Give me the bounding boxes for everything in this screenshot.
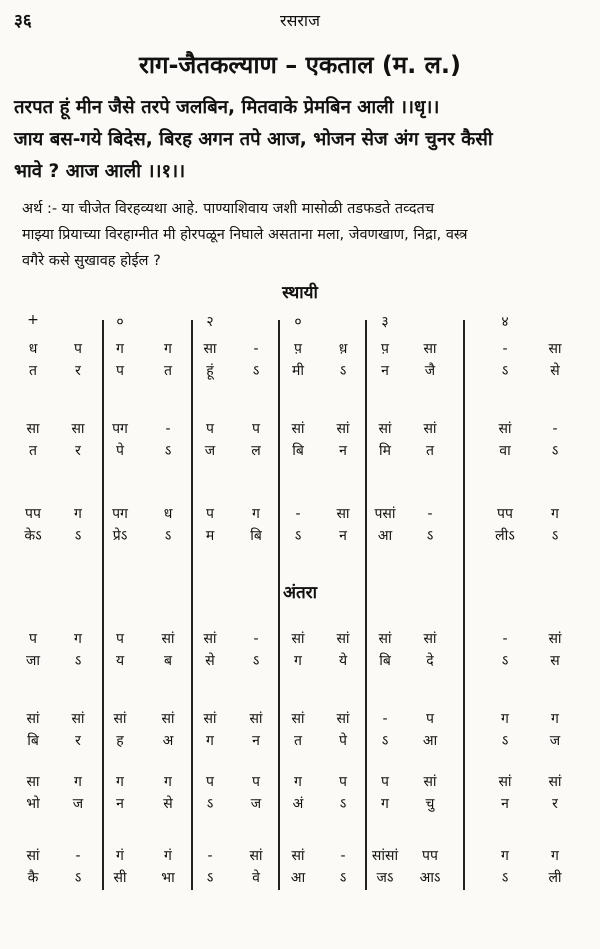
meaning-line: वगैरे कसे सुखावह होईल ? bbox=[22, 253, 161, 269]
bol-syllable: भो bbox=[26, 796, 40, 812]
meaning-paragraph bbox=[22, 196, 588, 274]
bol-syllable: आऽ bbox=[419, 870, 441, 886]
page-header bbox=[0, 8, 600, 32]
tala-mark: २ bbox=[206, 314, 214, 330]
swar-note: पप bbox=[422, 848, 438, 864]
bol-syllable: से bbox=[163, 796, 173, 812]
swar-note: गं bbox=[164, 848, 172, 864]
bol-syllable: चु bbox=[425, 796, 435, 812]
swar-note: - bbox=[253, 341, 259, 357]
swar-note: - bbox=[502, 631, 508, 647]
swar-note: सां bbox=[548, 631, 562, 647]
swar-note: सा bbox=[71, 421, 85, 437]
swar-note: पग bbox=[112, 506, 128, 522]
bol-syllable: न bbox=[116, 796, 124, 812]
swar-note: सा bbox=[548, 341, 562, 357]
swar-note: - bbox=[382, 711, 388, 727]
bol-syllable: आ bbox=[377, 528, 393, 544]
bol-syllable: ग bbox=[294, 653, 302, 669]
swar-note: ग bbox=[74, 774, 82, 790]
meaning-line: अर्थ :- या चीजेत विरहव्यथा आहे. पाण्याशिवाय जशी मासोळी तडफडते तव्दतच bbox=[22, 201, 435, 217]
lyric-line: भावे ? आज आली ।।१।। bbox=[14, 161, 186, 182]
bol-syllable: से bbox=[205, 653, 215, 669]
bol-syllable: भा bbox=[161, 870, 175, 886]
bol-syllable: ल bbox=[251, 443, 261, 459]
bol-syllable: वे bbox=[252, 870, 260, 886]
sthayi-heading: स्थायी bbox=[282, 283, 318, 303]
swar-note: गं bbox=[116, 848, 124, 864]
swar-note: सां bbox=[336, 711, 350, 727]
bol-syllable: आ bbox=[290, 870, 306, 886]
bol-syllable: सी bbox=[113, 870, 127, 886]
bol-syllable: ऽ bbox=[339, 870, 347, 886]
bol-syllable: ऽ bbox=[74, 653, 82, 669]
bol-syllable: कै bbox=[27, 870, 39, 886]
swar-note: सां bbox=[113, 711, 127, 727]
bol-syllable: ऽ bbox=[339, 796, 347, 812]
bol-syllable: म bbox=[205, 528, 215, 544]
swar-note: सां bbox=[378, 421, 392, 437]
bol-syllable: से bbox=[550, 363, 560, 379]
bol-syllable: बि bbox=[292, 443, 304, 459]
swar-note: सां bbox=[249, 711, 263, 727]
swar-note: - bbox=[165, 421, 171, 437]
swar-note: सां bbox=[336, 421, 350, 437]
swar-note: सां bbox=[336, 631, 350, 647]
bol-syllable: य bbox=[115, 653, 125, 669]
swar-note: ग bbox=[116, 774, 124, 790]
swar-note: ग bbox=[294, 774, 302, 790]
swar-note: सा bbox=[336, 506, 350, 522]
swar-note: सां bbox=[291, 711, 305, 727]
bol-syllable: दे bbox=[426, 653, 434, 669]
swar-note: प bbox=[426, 711, 434, 727]
swar-note: - bbox=[75, 848, 81, 864]
bol-syllable: ऽ bbox=[74, 870, 82, 886]
bol-syllable: वा bbox=[499, 443, 511, 459]
bol-syllable: न bbox=[339, 528, 347, 544]
bol-syllable: ज bbox=[549, 733, 561, 749]
bol-syllable: ऽ bbox=[164, 528, 172, 544]
bol-syllable: ह bbox=[116, 733, 124, 749]
swar-note: - bbox=[552, 421, 558, 437]
swar-note: ग bbox=[164, 774, 172, 790]
bol-syllable: ये bbox=[338, 653, 348, 669]
meaning-line: माझ्या प्रियाच्या विरहाग्नीत मी होरपळून निघाले असताना मला, जेवणखाण, निद्रा, वस्त्र bbox=[22, 227, 468, 243]
swar-note: ग bbox=[74, 506, 82, 522]
bol-syllable: ग bbox=[206, 733, 214, 749]
swar-note: प bbox=[206, 506, 214, 522]
swar-note: प bbox=[252, 774, 260, 790]
bol-syllable: र bbox=[75, 363, 81, 379]
swar-note: प़ bbox=[294, 341, 302, 357]
swar-note: सां bbox=[378, 631, 392, 647]
bol-syllable: न bbox=[252, 733, 260, 749]
swar-note: ग bbox=[551, 711, 559, 727]
bol-syllable: त bbox=[29, 443, 37, 459]
swar-note: सां bbox=[26, 711, 40, 727]
bol-syllable: ग bbox=[381, 796, 389, 812]
swar-note: ग bbox=[551, 848, 559, 864]
song-lyrics bbox=[14, 92, 586, 188]
swar-note: ग bbox=[74, 631, 82, 647]
swar-note: सां bbox=[71, 711, 85, 727]
bol-syllable: पे bbox=[339, 733, 347, 749]
bol-syllable: ऽ bbox=[252, 363, 260, 379]
swar-note: - bbox=[207, 848, 213, 864]
bol-syllable: ली bbox=[548, 870, 562, 886]
tala-mark: ४ bbox=[501, 314, 509, 330]
lyric-line: जाय बस-गये बिदेस, बिरह अगन तपे आज, भोजन सेज अंग चुनर कैसी bbox=[14, 129, 493, 150]
swar-note: प bbox=[339, 774, 347, 790]
swar-note: प bbox=[206, 774, 214, 790]
swar-note: सा bbox=[26, 421, 40, 437]
swar-note: प़ bbox=[381, 341, 389, 357]
swar-note: पप bbox=[25, 506, 41, 522]
swar-note: सां bbox=[291, 421, 305, 437]
swar-note: ग bbox=[551, 506, 559, 522]
bol-syllable: ऽ bbox=[426, 528, 434, 544]
bol-syllable: र bbox=[552, 796, 558, 812]
bol-syllable: जऽ bbox=[376, 870, 394, 886]
swar-note: ग bbox=[501, 848, 509, 864]
lyric-line: तरपत हूं मीन जैसे तरपे जलबिन, मितवाके प्रेमबिन आली ।।धृ।। bbox=[14, 97, 440, 118]
swar-note: सा bbox=[26, 774, 40, 790]
swar-note: सां bbox=[26, 848, 40, 864]
bol-syllable: ऽ bbox=[206, 796, 214, 812]
swar-note: सां bbox=[203, 631, 217, 647]
swar-note: - bbox=[502, 341, 508, 357]
swar-note: सां bbox=[423, 774, 437, 790]
bol-syllable: ब bbox=[164, 653, 172, 669]
vibhag-divider bbox=[463, 320, 465, 890]
bol-syllable: त bbox=[29, 363, 37, 379]
swar-note: ध bbox=[163, 506, 173, 522]
swar-note: प bbox=[74, 341, 82, 357]
bol-syllable: अ bbox=[162, 733, 174, 749]
bol-syllable: त bbox=[164, 363, 172, 379]
bol-syllable: जै bbox=[424, 363, 436, 379]
swar-note: सां bbox=[548, 774, 562, 790]
swar-note: पसां bbox=[374, 506, 396, 522]
swar-note: सां bbox=[291, 631, 305, 647]
running-title: रसराज bbox=[280, 11, 320, 30]
swar-note: सां bbox=[423, 631, 437, 647]
bol-syllable: लीऽ bbox=[495, 528, 515, 544]
swar-note: प bbox=[206, 421, 214, 437]
bol-syllable: ऽ bbox=[74, 528, 82, 544]
swar-note: ग bbox=[116, 341, 124, 357]
tala-mark: + bbox=[27, 312, 39, 328]
swar-note: सां bbox=[249, 848, 263, 864]
tala-mark: ० bbox=[116, 314, 124, 330]
swar-note: ग bbox=[252, 506, 260, 522]
swar-note: प bbox=[252, 421, 260, 437]
swar-note: सां bbox=[423, 421, 437, 437]
bol-syllable: ऽ bbox=[501, 653, 509, 669]
bol-syllable: ऽ bbox=[252, 653, 260, 669]
swar-note: - bbox=[340, 848, 346, 864]
swar-note: सांसां bbox=[371, 848, 399, 864]
swar-note: ग bbox=[164, 341, 172, 357]
swar-note: सां bbox=[161, 711, 175, 727]
page-number: ३६ bbox=[14, 11, 32, 31]
bol-syllable: स bbox=[550, 653, 560, 669]
bol-syllable: हूं bbox=[206, 363, 214, 379]
tala-mark: ० bbox=[294, 314, 302, 330]
bol-syllable: ऽ bbox=[381, 733, 389, 749]
bol-syllable: ऽ bbox=[551, 443, 559, 459]
bol-syllable: अं bbox=[292, 796, 304, 812]
swar-note: सां bbox=[498, 421, 512, 437]
bol-syllable: र bbox=[75, 733, 81, 749]
bol-syllable: बि bbox=[379, 653, 391, 669]
bol-syllable: ऽ bbox=[501, 363, 509, 379]
swar-note: सां bbox=[203, 711, 217, 727]
bol-syllable: प्रेऽ bbox=[112, 528, 128, 544]
swar-note: सां bbox=[498, 774, 512, 790]
bol-syllable: न bbox=[339, 443, 347, 459]
swar-note: पग bbox=[112, 421, 128, 437]
swar-note: सां bbox=[291, 848, 305, 864]
swar-note: प bbox=[29, 631, 37, 647]
swar-note: प bbox=[381, 774, 389, 790]
swar-note: पप bbox=[497, 506, 513, 522]
bol-syllable: ज bbox=[72, 796, 84, 812]
bol-syllable: ऽ bbox=[501, 733, 509, 749]
bol-syllable: मी bbox=[292, 363, 304, 379]
bol-syllable: प bbox=[116, 363, 124, 379]
bol-syllable: मि bbox=[379, 443, 391, 459]
bol-syllable: आ bbox=[422, 733, 438, 749]
bol-syllable: ज bbox=[250, 796, 262, 812]
swar-note: - bbox=[427, 506, 433, 522]
swar-note: सा bbox=[203, 341, 217, 357]
swar-note: सां bbox=[161, 631, 175, 647]
bol-syllable: ऽ bbox=[339, 363, 347, 379]
bol-syllable: त bbox=[294, 733, 302, 749]
bol-syllable: ऽ bbox=[551, 528, 559, 544]
bol-syllable: र bbox=[75, 443, 81, 459]
swar-note: ग bbox=[501, 711, 509, 727]
bol-syllable: ज bbox=[204, 443, 216, 459]
bol-syllable: ऽ bbox=[206, 870, 214, 886]
raga-title: राग-जैतकल्याण – एकताल (म. ल.) bbox=[139, 51, 461, 79]
bol-syllable: ऽ bbox=[294, 528, 302, 544]
bol-syllable: ऽ bbox=[501, 870, 509, 886]
bol-syllable: न bbox=[381, 363, 389, 379]
swar-note: - bbox=[295, 506, 301, 522]
bol-syllable: बि bbox=[27, 733, 39, 749]
swar-note: सा bbox=[423, 341, 437, 357]
bol-syllable: न bbox=[501, 796, 509, 812]
swar-note: - bbox=[253, 631, 259, 647]
bol-syllable: त bbox=[426, 443, 434, 459]
swar-note: ध़ bbox=[338, 341, 348, 357]
bol-syllable: जा bbox=[25, 653, 40, 669]
antara-heading: अंतरा bbox=[282, 583, 318, 603]
swar-note: प bbox=[116, 631, 124, 647]
bol-syllable: ऽ bbox=[164, 443, 172, 459]
tala-mark: ३ bbox=[381, 314, 389, 330]
bol-syllable: केऽ bbox=[24, 528, 42, 544]
bol-syllable: बि bbox=[250, 528, 262, 544]
swar-note: ध bbox=[28, 341, 38, 357]
bol-syllable: पे bbox=[116, 443, 124, 459]
